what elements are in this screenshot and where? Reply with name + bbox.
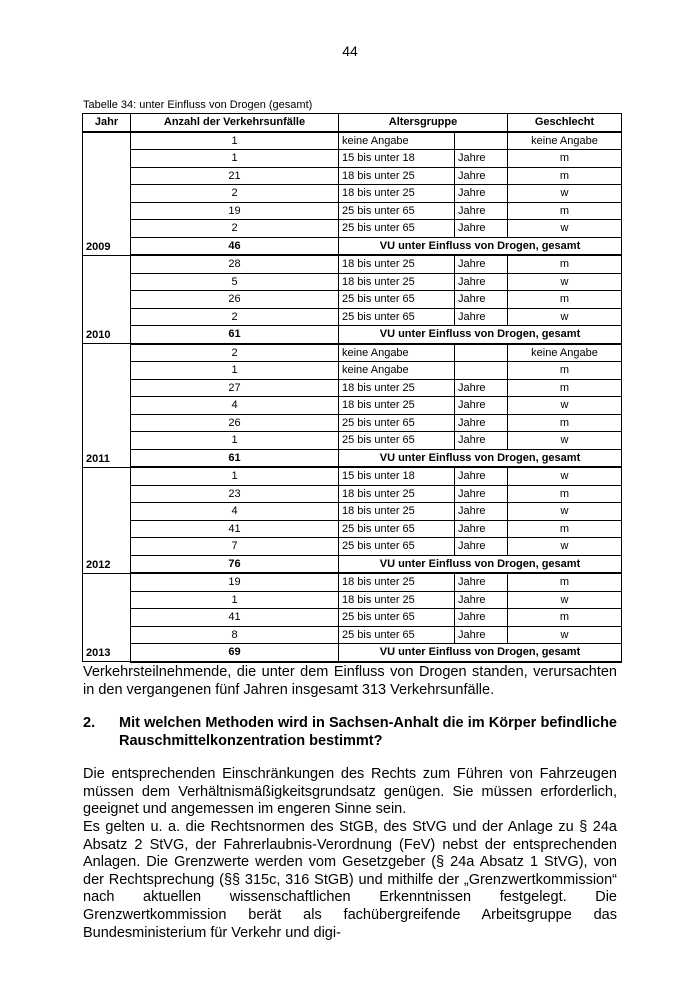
table-row <box>83 132 622 150</box>
year-cell: 2012 <box>83 467 131 573</box>
table-row <box>83 609 622 627</box>
table-row <box>83 308 622 326</box>
year-cell: 2009 <box>83 132 131 256</box>
age-unit-cell: Jahre <box>455 379 508 397</box>
table-header-row <box>83 114 622 132</box>
age-unit-cell: Jahre <box>455 167 508 185</box>
table-row <box>83 344 622 362</box>
sex-cell: m <box>508 573 622 591</box>
sex-cell: w <box>508 626 622 644</box>
count-cell: 28 <box>131 255 339 273</box>
age-unit-cell: Jahre <box>455 202 508 220</box>
age-unit-cell: Jahre <box>455 185 508 203</box>
count-cell: 5 <box>131 273 339 291</box>
age-unit-cell: Jahre <box>455 503 508 521</box>
age-cell: 25 bis unter 65 <box>339 538 455 556</box>
paragraph-summary: Verkehrsteilnehmende, die unter dem Einfluss von Drogen standen, verursachten in den vergangenen fünf Jahren insgesamt 313 Verkehrsunfälle. <box>83 664 617 698</box>
count-cell: 1 <box>131 150 339 168</box>
age-cell: 18 bis unter 25 <box>339 379 455 397</box>
age-unit-cell: Jahre <box>455 414 508 432</box>
table-row <box>83 397 622 415</box>
year-cell: 2010 <box>83 255 131 344</box>
sex-cell: m <box>508 379 622 397</box>
sex-cell: w <box>508 185 622 203</box>
table-row <box>83 432 622 450</box>
table-row <box>83 202 622 220</box>
question-heading <box>83 715 617 750</box>
header-geschlecht: Geschlecht <box>508 114 622 132</box>
count-cell: 27 <box>131 379 339 397</box>
count-cell: 1 <box>131 132 339 150</box>
total-label-cell: VU unter Einfluss von Drogen, gesamt <box>339 237 622 255</box>
age-unit-cell: Jahre <box>455 397 508 415</box>
total-count-cell: 61 <box>131 449 339 467</box>
total-count-cell: 61 <box>131 326 339 344</box>
age-cell: 18 bis unter 25 <box>339 167 455 185</box>
sex-cell: w <box>508 591 622 609</box>
sex-cell: w <box>508 220 622 238</box>
age-cell: keine Angabe <box>339 132 455 150</box>
total-label-cell: VU unter Einfluss von Drogen, gesamt <box>339 326 622 344</box>
count-cell: 7 <box>131 538 339 556</box>
total-row <box>83 237 622 255</box>
sex-cell: w <box>508 432 622 450</box>
table-row <box>83 379 622 397</box>
count-cell: 1 <box>131 467 339 485</box>
count-cell: 19 <box>131 202 339 220</box>
total-row <box>83 449 622 467</box>
age-cell: 25 bis unter 65 <box>339 291 455 309</box>
count-cell: 2 <box>131 220 339 238</box>
age-cell: 25 bis unter 65 <box>339 308 455 326</box>
sex-cell: m <box>508 255 622 273</box>
total-label-cell: VU unter Einfluss von Drogen, gesamt <box>339 449 622 467</box>
table-row <box>83 220 622 238</box>
table-row <box>83 291 622 309</box>
sex-cell: w <box>508 273 622 291</box>
count-cell: 23 <box>131 485 339 503</box>
age-cell: 25 bis unter 65 <box>339 520 455 538</box>
age-unit-cell: Jahre <box>455 538 508 556</box>
total-count-cell: 46 <box>131 237 339 255</box>
total-label-cell: VU unter Einfluss von Drogen, gesamt <box>339 555 622 573</box>
age-cell: 25 bis unter 65 <box>339 414 455 432</box>
table-row <box>83 362 622 380</box>
age-unit-cell: Jahre <box>455 150 508 168</box>
sex-cell: m <box>508 167 622 185</box>
count-cell: 1 <box>131 591 339 609</box>
year-cell: 2013 <box>83 573 131 662</box>
sex-cell: w <box>508 308 622 326</box>
year-cell: 2011 <box>83 344 131 468</box>
count-cell: 1 <box>131 432 339 450</box>
age-cell: keine Angabe <box>339 362 455 380</box>
age-cell: 25 bis unter 65 <box>339 220 455 238</box>
header-altersgruppe: Altersgruppe <box>339 114 508 132</box>
age-cell: 18 bis unter 25 <box>339 591 455 609</box>
sex-cell: keine Angabe <box>508 132 622 150</box>
age-cell: 15 bis unter 18 <box>339 467 455 485</box>
age-cell: 25 bis unter 65 <box>339 432 455 450</box>
count-cell: 1 <box>131 362 339 380</box>
age-cell: 18 bis unter 25 <box>339 185 455 203</box>
page-number: 44 <box>342 43 358 59</box>
table-caption: Tabelle 34: unter Einfluss von Drogen (gesamt) <box>83 99 313 111</box>
count-cell: 21 <box>131 167 339 185</box>
count-cell: 2 <box>131 344 339 362</box>
sex-cell: m <box>508 362 622 380</box>
sex-cell: m <box>508 485 622 503</box>
sex-cell: m <box>508 414 622 432</box>
age-cell: 18 bis unter 25 <box>339 397 455 415</box>
sex-cell: m <box>508 520 622 538</box>
header-jahr: Jahr <box>83 114 131 132</box>
table-row <box>83 255 622 273</box>
age-unit-cell: Jahre <box>455 591 508 609</box>
drug-accidents-table <box>82 113 622 663</box>
table-row <box>83 485 622 503</box>
count-cell: 41 <box>131 520 339 538</box>
age-cell: 18 bis unter 25 <box>339 503 455 521</box>
sex-cell: keine Angabe <box>508 344 622 362</box>
sex-cell: w <box>508 467 622 485</box>
count-cell: 19 <box>131 573 339 591</box>
sex-cell: m <box>508 609 622 627</box>
age-unit-cell <box>455 344 508 362</box>
age-unit-cell: Jahre <box>455 573 508 591</box>
age-cell: 18 bis unter 25 <box>339 485 455 503</box>
age-unit-cell: Jahre <box>455 308 508 326</box>
paragraph-legal-norms: Es gelten u. a. die Rechtsnormen des StGB, des StVG und der Anlage zu § 24a Absatz 2 StVG, der Fahrerlaubnis-Verordnung (FeV) nebst der entsprechenden Anlagen. Die Grenzwerte werden vom Gesetzgeber (§ 24a Absatz 1 StVG), von der Rechtsprechung (§§ 315c, 316 StGB) und mithilfe der „Grenzwertkommission“ nach aktuellen wissenschaftlichen Erkenntnissen festgelegt. Die Grenzwertkommission berät als fachübergreifende Arbeitsgruppe das Bundesministerium für Verkehr und digi- <box>83 819 617 941</box>
table-row <box>83 414 622 432</box>
age-cell: 25 bis unter 65 <box>339 202 455 220</box>
count-cell: 8 <box>131 626 339 644</box>
table-row <box>83 573 622 591</box>
total-row <box>83 644 622 662</box>
total-label-cell: VU unter Einfluss von Drogen, gesamt <box>339 644 622 662</box>
table-row <box>83 591 622 609</box>
age-cell: 18 bis unter 25 <box>339 273 455 291</box>
total-row <box>83 555 622 573</box>
count-cell: 4 <box>131 503 339 521</box>
sex-cell: m <box>508 202 622 220</box>
age-unit-cell: Jahre <box>455 485 508 503</box>
table-row <box>83 150 622 168</box>
age-unit-cell: Jahre <box>455 220 508 238</box>
count-cell: 4 <box>131 397 339 415</box>
age-cell: 25 bis unter 65 <box>339 609 455 627</box>
table-row <box>83 503 622 521</box>
age-unit-cell <box>455 362 508 380</box>
table-row <box>83 185 622 203</box>
question-number: 2. <box>83 715 96 731</box>
sex-cell: w <box>508 538 622 556</box>
age-cell: 15 bis unter 18 <box>339 150 455 168</box>
count-cell: 2 <box>131 308 339 326</box>
sex-cell: m <box>508 291 622 309</box>
total-count-cell: 76 <box>131 555 339 573</box>
age-unit-cell: Jahre <box>455 626 508 644</box>
table-row <box>83 626 622 644</box>
total-row <box>83 326 622 344</box>
header-anzahl: Anzahl der Verkehrsunfälle <box>131 114 339 132</box>
age-cell: keine Angabe <box>339 344 455 362</box>
age-cell: 25 bis unter 65 <box>339 626 455 644</box>
age-unit-cell: Jahre <box>455 467 508 485</box>
table-row <box>83 538 622 556</box>
table-row <box>83 167 622 185</box>
age-unit-cell <box>455 132 508 150</box>
question-text: Mit welchen Methoden wird in Sachsen-Anhalt die im Körper befindliche Rauschmittelkonzentration bestimmt? <box>119 715 617 749</box>
age-unit-cell: Jahre <box>455 273 508 291</box>
sex-cell: w <box>508 503 622 521</box>
sex-cell: w <box>508 397 622 415</box>
age-unit-cell: Jahre <box>455 291 508 309</box>
table-row <box>83 273 622 291</box>
age-unit-cell: Jahre <box>455 609 508 627</box>
paragraph-restrictions: Die entsprechenden Einschränkungen des Rechts zum Führen von Fahrzeugen müssen dem Verhältnismäßigkeitsgrundsatz genügen. Sie müssen erforderlich, geeignet und angemessen im engeren Sinne sein. <box>83 766 617 818</box>
total-count-cell: 69 <box>131 644 339 662</box>
age-cell: 18 bis unter 25 <box>339 573 455 591</box>
table-row <box>83 520 622 538</box>
age-cell: 18 bis unter 25 <box>339 255 455 273</box>
count-cell: 26 <box>131 291 339 309</box>
age-unit-cell: Jahre <box>455 255 508 273</box>
count-cell: 2 <box>131 185 339 203</box>
sex-cell: m <box>508 150 622 168</box>
count-cell: 41 <box>131 609 339 627</box>
count-cell: 26 <box>131 414 339 432</box>
age-unit-cell: Jahre <box>455 520 508 538</box>
table-row <box>83 467 622 485</box>
age-unit-cell: Jahre <box>455 432 508 450</box>
